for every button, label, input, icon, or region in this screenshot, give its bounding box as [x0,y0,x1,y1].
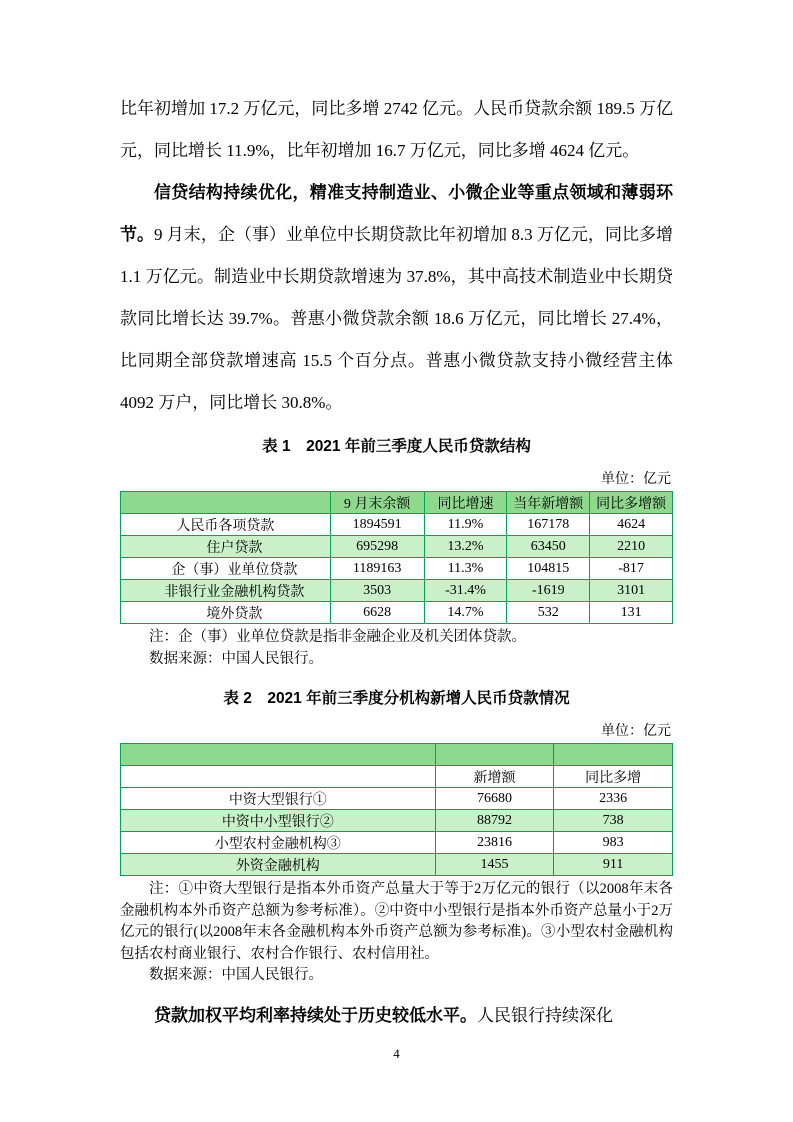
table2-new-loans-by-institution [120,743,673,876]
row-label: 外资金融机构 [121,854,436,876]
paragraph-interest-rate [120,995,673,1037]
table-cell: 532 [507,602,590,624]
column-header-yoy-increase: 同比多增额 [590,492,673,514]
table-cell: 1189163 [330,558,424,580]
column-header-empty [121,766,436,788]
table-cell: 738 [554,810,673,832]
column-header-new-amount: 新增额 [435,766,554,788]
table-cell: 911 [554,854,673,876]
table-row [121,788,673,810]
header-band-cell [554,744,673,766]
table-row [121,558,673,580]
table1-title: 表 1 2021 年前三季度人民币贷款结构 [262,438,531,455]
paragraph-text: 9 月末，企（事）业单位中长期贷款比年初增加 8.3 万亿元，同比多增 1.1 万亿元。制造业中长期贷款增速为 37.8%，其中高技术制造业中长期贷款同比增长达 39.7%。普惠小微贷款余额 18.6 万亿元，同比增长 27.4%，比同期全部贷款增速高 15.5 个百分点。普惠小微贷款支持小微经营主体 4092 万户，同比增长 30.8%。 [120,225,673,412]
row-label: 小型农村金融机构③ [121,832,436,854]
table2-title: 表 2 2021 年前三季度分机构新增人民币贷款情况 [223,690,570,707]
column-header-month-end-balance: 9 月末余额 [330,492,424,514]
table2-notes [120,879,673,987]
row-label: 中资大型银行① [121,788,436,810]
table-cell: 11.3% [424,558,507,580]
paragraph-lead-bold: 信贷结构持续优化，精准支持制造业、小微企业等重点领域和薄弱环节。 [120,183,673,244]
table-row [121,854,673,876]
note-line: 注：企（事）业单位贷款是指非金融企业及机关团体贷款。 [149,629,526,645]
table-row [121,580,673,602]
row-label: 企（事）业单位贷款 [121,558,331,580]
note-line: 数据来源：中国人民银行。 [149,650,323,667]
table-row [121,536,673,558]
table-cell: -817 [590,558,673,580]
table-cell: 983 [554,832,673,854]
row-label: 住户贷款 [121,536,331,558]
table2-header-row [121,766,673,788]
table1-unit-label: 单位：亿元 [601,472,671,487]
table-row [121,514,673,536]
table2-header-band [121,744,673,766]
paragraph-text: 人民银行持续深化 [477,1005,613,1025]
table1-notes [120,627,673,670]
table-cell: 76680 [435,788,554,810]
header-band-cell [435,744,554,766]
column-header-empty [121,492,331,514]
header-band-cell [121,744,436,766]
table-cell: 4624 [590,514,673,536]
table-cell: 6628 [330,602,424,624]
table-cell: 3101 [590,580,673,602]
column-header-yoy-increase: 同比多增 [554,766,673,788]
table-cell: 88792 [435,810,554,832]
table-cell: 23816 [435,832,554,854]
table1-header-row [121,492,673,514]
note-line: 数据来源：中国人民银行。 [149,967,323,983]
table1-loan-structure [120,491,673,624]
table-cell: 11.9% [424,514,507,536]
note-line: 注：①中资大型银行是指本外币资产总量大于等于2万亿元的银行（以2008年末各金融机构本外币资产总额为参考标准）。②中资中小型银行是指本外币资产总量小于2万亿元的银行(以2008年末各金融机构本外币资产总额为参考标准)。③小型农村金融机构包括农村商业银行、农村合作银行、农村信用社。 [120,881,673,962]
table-cell: 3503 [330,580,424,602]
table-cell: 1894591 [330,514,424,536]
table-cell: 14.7% [424,602,507,624]
table-cell: 13.2% [424,536,507,558]
paragraph-credit-structure [120,172,673,424]
row-label: 中资中小型银行② [121,810,436,832]
page-content [120,88,673,1037]
paragraph-loan-balance [120,88,673,172]
table-cell: 131 [590,602,673,624]
column-header-yoy-growth: 同比增速 [424,492,507,514]
table-cell: 167178 [507,514,590,536]
column-header-new-amount: 当年新增额 [507,492,590,514]
table-cell: 63450 [507,536,590,558]
table-cell: -31.4% [424,580,507,602]
table-cell: 104815 [507,558,590,580]
table-row [121,810,673,832]
row-label: 人民币各项贷款 [121,514,331,536]
row-label: 境外贷款 [121,602,331,624]
table-row [121,602,673,624]
row-label: 非银行业金融机构贷款 [121,580,331,602]
table-cell: 1455 [435,854,554,876]
table-cell: -1619 [507,580,590,602]
table2-unit-label: 单位：亿元 [601,724,671,739]
table-row [121,832,673,854]
paragraph-lead-bold: 贷款加权平均利率持续处于历史较低水平。 [154,1005,477,1025]
page-number: 4 [393,1046,400,1061]
paragraph-text: 比年初增加 17.2 万亿元，同比多增 2742 亿元。人民币贷款余额 189.5 万亿元，同比增长 11.9%，比年初增加 16.7 万亿元，同比多增 4624 亿元。 [120,99,673,160]
table-cell: 2210 [590,536,673,558]
table-cell: 2336 [554,788,673,810]
table-cell: 695298 [330,536,424,558]
